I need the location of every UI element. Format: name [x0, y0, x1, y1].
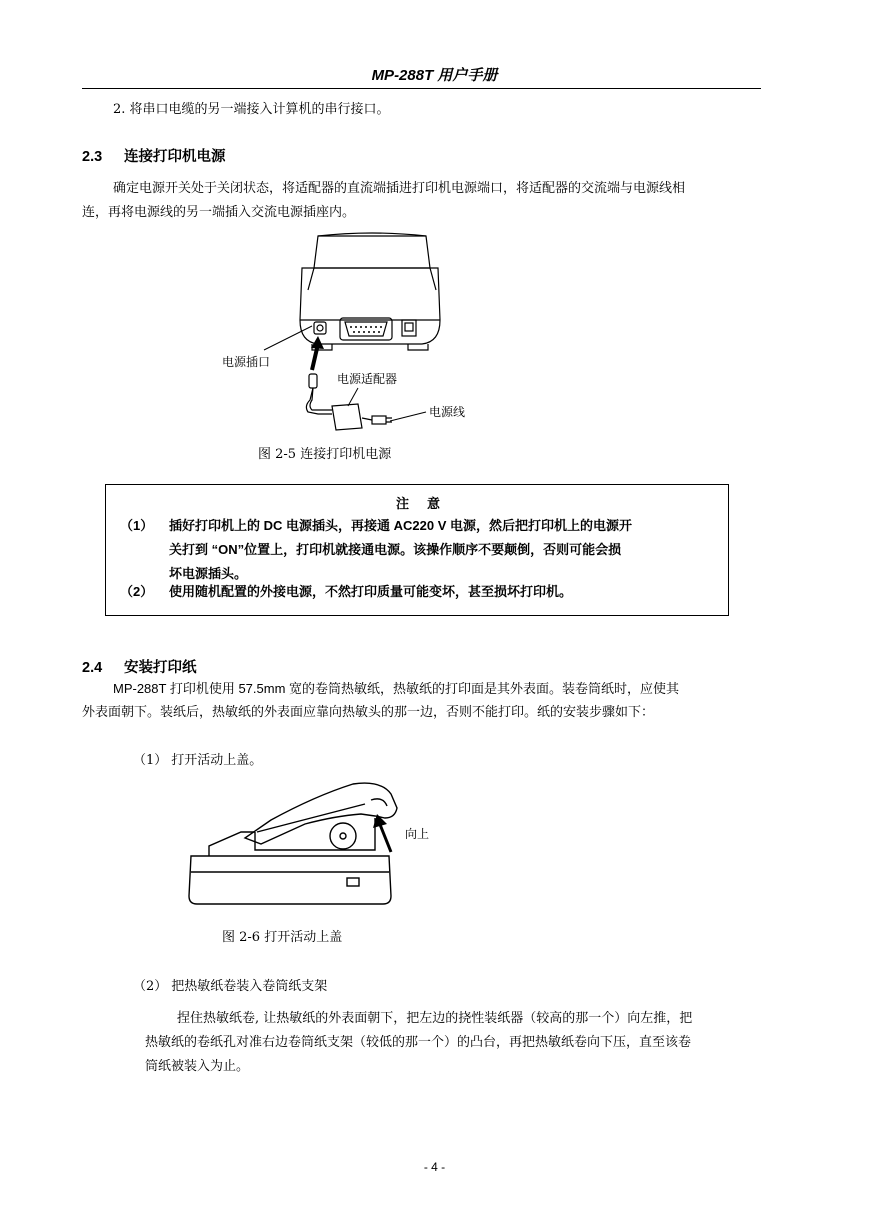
step-2-serial-cable: 2. 将串口电缆的另一端接入计算机的串行接口。: [113, 102, 390, 117]
install-step-1: [133, 749, 262, 768]
step-text: 把热敏纸卷装入卷筒纸支架: [171, 979, 328, 994]
note-item-2-line1: 使用随机配置的外接电源，不然打印质量可能变坏，甚至损坏打印机。: [169, 584, 573, 599]
figure-2-5-caption: 图 2-5 连接打印机电源: [258, 447, 392, 462]
note-item-1-line3: 坏电源插头。: [169, 566, 248, 581]
section-title: 连接打印机电源: [124, 149, 226, 165]
section-2-3-para-line1: 确定电源开关处于关闭状态，将适配器的直流端插进打印机电源端口，将适配器的交流端与电源线相: [113, 181, 686, 196]
section-title: 安装打印纸: [124, 660, 197, 676]
label-power-cord: 电源线: [429, 405, 466, 419]
figure-2-6-caption: 图 2-6 打开活动上盖: [222, 930, 343, 945]
step-text: 打开活动上盖。: [171, 753, 263, 768]
note-item-1: [106, 514, 730, 586]
note-item-number: （1）: [120, 518, 154, 533]
step-2-para-line2: 热敏纸的卷纸孔对准右边卷筒纸支架（较低的那一个）的凸台，再把热敏纸卷向下压，直至该卷: [145, 1035, 692, 1050]
section-number: 2.3: [82, 149, 103, 165]
step-number: （2）: [133, 979, 168, 994]
caution-note-box: [105, 484, 729, 616]
page-header-title: MP-288T 用户手册: [371, 67, 498, 84]
section-2-4-heading: [82, 656, 197, 677]
note-title: 注意: [395, 496, 458, 511]
note-item-1-line1: 插好打印机上的 DC 电源插头，再接通 AC220 V 电源，然后把打印机上的电源开: [169, 518, 632, 533]
section-2-3-heading: [82, 145, 226, 166]
section-2-3-para-line2: 连，再将电源线的另一端插入交流电源插座内。: [82, 205, 356, 220]
header-divider: [82, 88, 761, 89]
step-number: （1）: [133, 753, 168, 768]
note-item-2: [106, 580, 730, 604]
page-number: - 4 -: [423, 1160, 446, 1174]
step-2-para-line3: 筒纸被装入为止。: [145, 1059, 250, 1074]
section-2-4-para-line1: MP-288T 打印机使用 57.5mm 宽的卷筒热敏纸，热敏纸的打印面是其外表面。装卷筒纸时，应使其: [113, 681, 680, 696]
label-up: 向上: [405, 827, 430, 841]
label-power-adapter: 电源适配器: [337, 372, 398, 386]
printer-open-cover-diagram: [185, 778, 415, 913]
install-step-2: [133, 975, 327, 994]
label-power-port: 电源插口: [222, 355, 271, 369]
section-2-4-para-line2: 外表面朝下。装纸后，热敏纸的外表面应靠向热敏头的那一边，否则不能打印。纸的安装步骤如下：: [82, 705, 655, 720]
note-item-1-line2: 关打到 “ON”位置上，打印机就接通电源。该操作顺序不要颠倒，否则可能会损: [169, 542, 622, 557]
section-number: 2.4: [82, 660, 103, 676]
note-item-number: （2）: [120, 584, 154, 599]
step-2-para-line1: 捏住热敏纸卷, 让热敏纸的外表面朝下，把左边的挠性装纸器（较高的那一个）向左推，把: [177, 1011, 693, 1026]
